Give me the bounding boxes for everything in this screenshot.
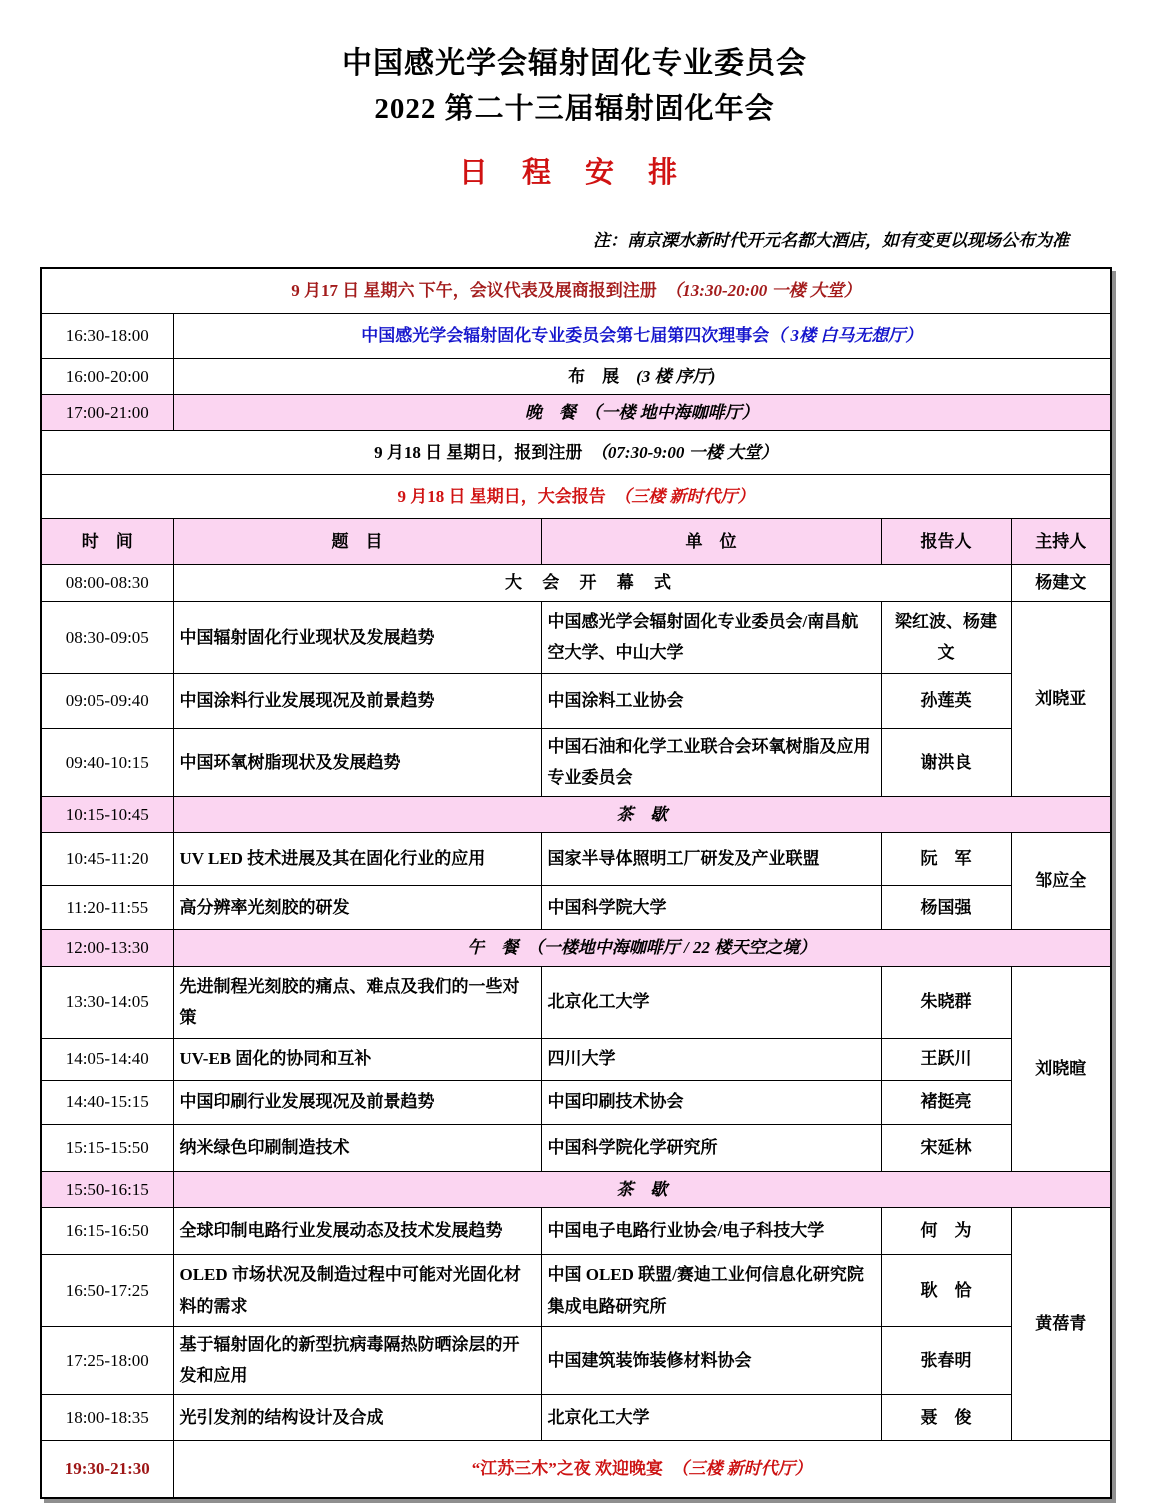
reporter-cell-text: 阮 军 (920, 849, 972, 869)
time-cell (41, 1038, 173, 1080)
topic-cell-text: 中国环氧树脂现状及发展趋势 (179, 752, 401, 772)
talk-row (41, 565, 1111, 601)
time-cell-text: 14:40-15:15 (65, 1092, 149, 1112)
talk-row (41, 886, 1111, 930)
topic-cell (173, 1124, 541, 1171)
topic-cell (173, 966, 541, 1038)
meal-cell (173, 796, 1111, 832)
meal-row (41, 930, 1111, 966)
banner-cell (41, 268, 1111, 313)
column-header-unit (541, 519, 881, 565)
topic-cell (173, 1394, 541, 1440)
time-cell-text: 16:00-20:00 (65, 366, 149, 386)
time-cell (41, 394, 173, 430)
event-cell-text: 中国感光学会辐射固化专业委员会第七届第四次理事会 (361, 325, 770, 345)
event-row (41, 358, 1111, 394)
reporter-cell-text: 褚挺亮 (920, 1092, 972, 1112)
time-cell-text: 08:30-09:05 (65, 627, 149, 647)
time-cell-text: 14:05-14:40 (65, 1049, 149, 1069)
reporter-cell (881, 966, 1011, 1038)
event-row (41, 313, 1111, 358)
unit-cell (541, 1255, 881, 1327)
talk-row (41, 1124, 1111, 1171)
talk-row (41, 1327, 1111, 1395)
column-header-reporter (881, 519, 1011, 565)
reporter-cell-text: 宋延林 (920, 1137, 972, 1157)
venue-note: 注：南京溧水新时代开元名都大酒店，如有变更以现场公布为准 (593, 231, 1069, 250)
reporter-cell (881, 1208, 1011, 1255)
unit-cell-text: 中国建筑装饰装修材料协会 (547, 1350, 752, 1370)
event-cell (173, 358, 1111, 394)
unit-cell (541, 728, 881, 796)
column-header-reporter-text: 报告人 (920, 532, 972, 552)
banner-cell-text: 9 月18 日 星期日，大会报告 (397, 487, 606, 507)
unit-cell (541, 673, 881, 728)
talk-row (41, 673, 1111, 728)
topic-cell (173, 601, 541, 673)
time-cell-text: 08:00-08:30 (65, 573, 149, 593)
time-cell (41, 1124, 173, 1171)
banner-cell-text: 9 月18 日 星期日，报到注册 (374, 443, 583, 463)
reporter-cell-text: 聂 俊 (920, 1407, 972, 1427)
column-header-row (41, 519, 1111, 565)
reporter-cell-text: 何 为 (920, 1221, 972, 1241)
time-cell-text: 19:30-21:30 (64, 1459, 150, 1479)
topic-cell-text: 中国辐射固化行业现状及发展趋势 (179, 627, 435, 647)
meal-cell-text: 午 餐 (467, 938, 519, 958)
column-header-host (1011, 519, 1111, 565)
host-cell-text: 杨建文 (1035, 573, 1087, 593)
unit-cell-text: 中国 OLED 联盟/赛迪工业何信息化研究院集成电路研究所 (547, 1265, 864, 1316)
opening-cell-text: 大 会 开 幕 式 (505, 573, 679, 593)
reporter-cell (881, 1124, 1011, 1171)
banquet-cell (173, 1440, 1111, 1498)
schedule-heading: 日 程 安 排 (458, 157, 691, 189)
meal-cell-location-note: （一楼地中海咖啡厅 / 22 楼天空之境） (518, 938, 817, 958)
time-cell-text: 18:00-18:35 (65, 1407, 149, 1427)
banner-cell (41, 475, 1111, 519)
column-header-host-text: 主持人 (1035, 532, 1087, 552)
time-cell-text: 09:05-09:40 (65, 691, 149, 711)
topic-cell-text: 高分辨率光刻胶的研发 (179, 897, 350, 917)
topic-cell-text: 中国印刷行业发展现况及前景趋势 (179, 1092, 435, 1112)
talk-row (41, 833, 1111, 886)
event-cell-text: 布 展 (568, 366, 620, 386)
unit-cell-text: 北京化工大学 (547, 992, 650, 1012)
time-cell (41, 313, 173, 358)
talk-row (41, 1080, 1111, 1124)
banquet-cell-text: “江苏三木”之夜 欢迎晚宴 (471, 1459, 664, 1479)
unit-cell (541, 1124, 881, 1171)
talk-row (41, 1208, 1111, 1255)
topic-cell-text: UV-EB 固化的协同和互补 (179, 1049, 372, 1069)
reporter-cell-text: 王跃川 (920, 1049, 972, 1069)
reporter-cell (881, 1255, 1011, 1327)
time-cell-text: 11:20-11:55 (66, 897, 149, 917)
time-cell (41, 1440, 173, 1498)
conference-title: 2022 第二十三届辐射固化年会 (374, 93, 775, 125)
topic-cell (173, 1255, 541, 1327)
reporter-cell-text: 梁红波、杨建文 (895, 611, 997, 663)
reporter-cell (881, 1080, 1011, 1124)
reporter-cell (881, 1394, 1011, 1440)
schedule-table (40, 267, 1112, 1499)
time-cell (41, 1208, 173, 1255)
unit-cell-text: 中国感光学会辐射固化专业委员会/南昌航空大学、中山大学 (547, 611, 859, 663)
time-cell (41, 886, 173, 930)
unit-cell (541, 886, 881, 930)
unit-cell-text: 中国电子电路行业协会/电子科技大学 (547, 1221, 825, 1241)
meal-cell-text: 茶 歇 (616, 804, 668, 824)
topic-cell-text: 全球印制电路行业发展动态及技术发展趋势 (179, 1221, 503, 1241)
meal-row (41, 796, 1111, 832)
host-cell-text: 刘晓亚 (1035, 689, 1087, 709)
time-cell-text: 17:25-18:00 (65, 1350, 149, 1370)
banner-cell-location-note: （07:30-9:00 一楼 大堂） (582, 443, 778, 463)
time-cell-text: 17:00-21:00 (65, 402, 149, 422)
host-cell (1011, 601, 1111, 796)
time-cell (41, 565, 173, 601)
time-cell (41, 1327, 173, 1395)
column-header-time-text: 时 间 (81, 532, 133, 552)
unit-cell-text: 中国科学院大学 (547, 897, 667, 917)
topic-cell (173, 1080, 541, 1124)
unit-cell-text: 中国石油和化学工业联合会环氧树脂及应用专业委员会 (547, 736, 871, 788)
talk-row (41, 966, 1111, 1038)
time-cell-text: 16:15-16:50 (65, 1221, 149, 1241)
time-cell-text: 10:45-11:20 (66, 849, 149, 869)
reporter-cell-text: 耿 恰 (920, 1280, 972, 1300)
meal-cell (173, 1171, 1111, 1207)
column-header-topic-text: 题 目 (331, 532, 383, 552)
unit-cell-text: 中国涂料工业协会 (547, 691, 684, 711)
reporter-cell-text: 孙莲英 (920, 691, 972, 711)
talk-row (41, 1255, 1111, 1327)
column-header-time (41, 519, 173, 565)
meal-cell-location-note: （一楼 地中海咖啡厅） (575, 402, 759, 422)
banner-cell-location-note: （三楼 新时代厅） (605, 487, 755, 507)
reporter-cell (881, 673, 1011, 728)
time-cell (41, 728, 173, 796)
time-cell (41, 358, 173, 394)
reporter-cell (881, 601, 1011, 673)
unit-cell (541, 601, 881, 673)
reporter-cell (881, 1038, 1011, 1080)
time-cell (41, 1080, 173, 1124)
meal-cell-text: 晚 餐 (524, 402, 576, 422)
reporter-cell-text: 杨国强 (920, 897, 972, 917)
time-cell-text: 15:50-16:15 (65, 1179, 149, 1199)
time-cell (41, 1394, 173, 1440)
event-cell (173, 313, 1111, 358)
meal-cell (173, 394, 1111, 430)
topic-cell (173, 833, 541, 886)
org-title: 中国感光学会辐射固化专业委员会 (342, 47, 807, 80)
time-cell-text: 12:00-13:30 (65, 938, 149, 958)
meal-row (41, 394, 1111, 430)
topic-cell-text: OLED 市场状况及制造过程中可能对光固化材料的需求 (179, 1265, 521, 1316)
unit-cell (541, 1038, 881, 1080)
topic-cell-text: 中国涂料行业发展现况及前景趋势 (179, 691, 435, 711)
topic-cell-text: 纳米绿色印刷制造技术 (179, 1137, 350, 1157)
topic-cell (173, 1327, 541, 1395)
column-header-unit-text: 单 位 (685, 532, 737, 552)
banner-cell-text: 9 月17 日 星期六 下午，会议代表及展商报到注册 (291, 281, 657, 301)
talk-row (41, 601, 1111, 673)
reporter-cell (881, 728, 1011, 796)
event-cell-location-note: (3 楼 序厅) (619, 366, 716, 386)
unit-cell-text: 北京化工大学 (547, 1407, 650, 1427)
topic-cell-text: 先进制程光刻胶的痛点、难点及我们的一些对策 (179, 976, 520, 1028)
talk-row (41, 1394, 1111, 1440)
unit-cell-text: 中国印刷技术协会 (547, 1092, 684, 1112)
banner-cell-location-note: （13:30-20:00 一楼 大堂） (656, 281, 861, 301)
time-cell (41, 673, 173, 728)
banner-row-sep17 (41, 268, 1111, 313)
unit-cell-text: 国家半导体照明工厂研发及产业联盟 (547, 849, 820, 869)
reporter-cell-text: 谢洪良 (920, 752, 972, 772)
topic-cell-text: 基于辐射固化的新型抗病毒隔热防晒涂层的开发和应用 (179, 1335, 520, 1386)
reporter-cell (881, 833, 1011, 886)
meal-row (41, 1171, 1111, 1207)
topic-cell (173, 728, 541, 796)
host-cell-text: 刘晓暄 (1035, 1058, 1087, 1078)
talk-row (41, 728, 1111, 796)
unit-cell (541, 1327, 881, 1395)
host-cell-text: 黄蓓青 (1035, 1314, 1087, 1334)
topic-cell-text: 光引发剂的结构设计及合成 (179, 1407, 384, 1427)
topic-cell-text: UV LED 技术进展及其在固化行业的应用 (179, 849, 486, 869)
schedule-body (41, 268, 1111, 1498)
time-cell (41, 601, 173, 673)
host-cell-text: 邹应全 (1035, 871, 1087, 891)
event-cell-location-note: （ 3楼 白马无想厅） (769, 325, 923, 345)
banner-row-sep18-reg (41, 431, 1111, 475)
host-cell (1011, 966, 1111, 1171)
reporter-cell (881, 1327, 1011, 1395)
unit-cell (541, 1208, 881, 1255)
time-cell-text: 09:40-10:15 (65, 752, 149, 772)
column-header-topic (173, 519, 541, 565)
banner-row-sep18-plenary (41, 475, 1111, 519)
unit-cell (541, 1394, 881, 1440)
unit-cell-text: 中国科学院化学研究所 (547, 1137, 718, 1157)
time-cell (41, 833, 173, 886)
opening-cell (173, 565, 1011, 601)
time-cell (41, 1171, 173, 1207)
time-cell (41, 1255, 173, 1327)
unit-cell (541, 966, 881, 1038)
host-cell (1011, 1208, 1111, 1441)
topic-cell (173, 1208, 541, 1255)
time-cell (41, 796, 173, 832)
time-cell-text: 13:30-14:05 (65, 992, 149, 1012)
reporter-cell-text: 张春明 (920, 1350, 972, 1370)
topic-cell (173, 673, 541, 728)
reporter-cell (881, 886, 1011, 930)
unit-cell (541, 833, 881, 886)
meal-cell (173, 930, 1111, 966)
time-cell-text: 15:15-15:50 (65, 1137, 149, 1157)
talk-row (41, 1038, 1111, 1080)
time-cell (41, 966, 173, 1038)
unit-cell-text: 四川大学 (547, 1049, 616, 1069)
banquet-row (41, 1440, 1111, 1498)
host-cell (1011, 833, 1111, 930)
meal-cell-text: 茶 歇 (616, 1179, 668, 1199)
time-cell-text: 10:15-10:45 (65, 804, 149, 824)
time-cell (41, 930, 173, 966)
host-cell (1011, 565, 1111, 601)
reporter-cell-text: 朱晓群 (920, 992, 972, 1012)
banquet-cell-location-note: （三楼 新时代厅） (663, 1459, 812, 1479)
topic-cell (173, 1038, 541, 1080)
time-cell-text: 16:50-17:25 (65, 1280, 149, 1300)
topic-cell (173, 886, 541, 930)
unit-cell (541, 1080, 881, 1124)
banner-cell (41, 431, 1111, 475)
time-cell-text: 16:30-18:00 (65, 325, 149, 345)
